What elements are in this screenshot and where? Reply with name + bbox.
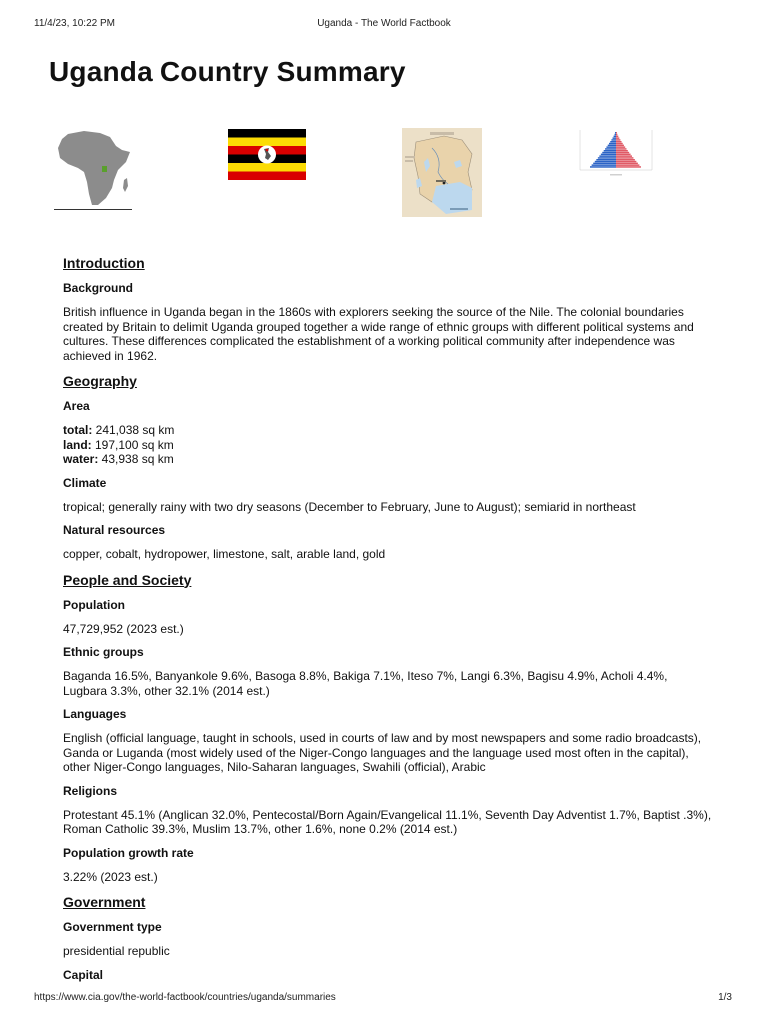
summary-content bbox=[63, 254, 713, 992]
uganda-flag-image bbox=[228, 129, 306, 180]
heading-people-and-society[interactable]: People and Society bbox=[63, 571, 192, 588]
pyramid-male-bar bbox=[592, 164, 616, 166]
locator-map-thumbnail[interactable] bbox=[54, 128, 132, 210]
pyramid-female-bar bbox=[616, 150, 628, 152]
area-land-label: land: bbox=[63, 437, 92, 452]
area-water-value: 43,938 sq km bbox=[98, 452, 174, 466]
pyramid-male-bar bbox=[610, 141, 616, 143]
pyramid-female-bar bbox=[616, 152, 629, 154]
pyramid-female-bar bbox=[616, 136, 618, 138]
pyramid-male-bar bbox=[598, 157, 616, 159]
pyramid-male-bar bbox=[602, 152, 616, 154]
text-population-growth-rate: 3.22% (2023 est.) bbox=[63, 869, 158, 884]
pyramid-female-bar bbox=[616, 145, 624, 147]
area-total-label: total: bbox=[63, 423, 93, 437]
pyramid-male-bar bbox=[596, 159, 616, 161]
pyramid-female-bar bbox=[616, 166, 641, 168]
area-total-value: 241,038 sq km bbox=[92, 423, 175, 437]
pyramid-female-bar bbox=[616, 161, 636, 163]
text-population: 47,729,952 (2023 est.) bbox=[63, 621, 184, 636]
label-area: Area bbox=[63, 399, 90, 413]
pyramid-male-bar bbox=[595, 161, 616, 163]
label-ethnic-groups: Ethnic groups bbox=[63, 645, 144, 659]
pyramid-male-bar bbox=[606, 146, 616, 148]
pyramid-male-bar bbox=[599, 155, 616, 157]
area-land-value: 197,100 sq km bbox=[91, 437, 174, 452]
pyramid-female-bar bbox=[616, 141, 622, 143]
pyramid-female-bar bbox=[616, 164, 639, 166]
print-date: 11/4/23, 10:22 PM bbox=[34, 18, 115, 29]
text-government-type: presidential republic bbox=[63, 944, 170, 958]
pyramid-female-bar bbox=[616, 159, 635, 161]
area-water-label: water: bbox=[63, 452, 99, 466]
label-natural-resources: Natural resources bbox=[63, 523, 166, 537]
country-map-thumbnail[interactable] bbox=[402, 128, 482, 217]
print-footer bbox=[34, 992, 734, 1006]
population-pyramid-image bbox=[576, 128, 656, 178]
label-government-type: Government type bbox=[63, 920, 162, 934]
label-capital: Capital bbox=[63, 967, 104, 982]
label-climate: Climate bbox=[63, 475, 107, 490]
label-languages: Languages bbox=[63, 707, 127, 721]
pyramid-male-bar bbox=[590, 166, 616, 168]
pyramid-male-bar bbox=[609, 143, 616, 145]
population-pyramid-thumbnail[interactable] bbox=[576, 128, 656, 178]
pyramid-female-bar bbox=[616, 163, 638, 165]
pyramid-male-bar bbox=[613, 137, 616, 139]
heading-government[interactable]: Government bbox=[63, 894, 146, 910]
pyramid-female-bar bbox=[616, 139, 620, 141]
pyramid-female-bar bbox=[616, 143, 623, 145]
pyramid-male-bar bbox=[614, 136, 616, 138]
pyramid-male-bar bbox=[604, 150, 616, 152]
page-title-country: Uganda bbox=[49, 56, 153, 87]
label-population: Population bbox=[63, 597, 125, 612]
pyramid-male-bar bbox=[605, 148, 616, 150]
pyramid-female-bar bbox=[616, 137, 619, 139]
pyramid-female-bar bbox=[616, 148, 626, 150]
pyramid-female-bar bbox=[616, 134, 617, 136]
pyramid-female-bar bbox=[616, 146, 625, 148]
print-page-number: 1/3 bbox=[718, 992, 732, 1003]
flag-thumbnail[interactable] bbox=[228, 129, 306, 180]
pyramid-female-bar bbox=[616, 154, 631, 156]
text-religions: Protestant 45.1% (Anglican 32.0%, Pentecostal/Born Again/Evangelical 11.1%, Seventh Day Adventist 1.7%, Baptist .3%), Roman Catholic 39.3%, Muslim 13.7%, other 1.6%, none 0.2% (2014 est.) bbox=[63, 807, 712, 836]
pyramid-female-bar bbox=[616, 157, 633, 159]
page-title bbox=[49, 56, 406, 88]
text-area bbox=[63, 423, 713, 467]
heading-geography[interactable]: Geography bbox=[63, 373, 137, 389]
label-religions: Religions bbox=[63, 783, 118, 798]
uganda-map-image bbox=[402, 128, 482, 217]
page-title-suffix: Country Summary bbox=[159, 56, 406, 87]
print-header bbox=[34, 18, 734, 32]
heading-introduction[interactable]: Introduction bbox=[63, 255, 145, 271]
print-title: Uganda - The World Factbook bbox=[317, 18, 451, 29]
pyramid-female-bar bbox=[616, 155, 632, 157]
pyramid-female-bar bbox=[616, 132, 617, 134]
print-url[interactable]: https://www.cia.gov/the-world-factbook/countries/uganda/summaries bbox=[34, 992, 336, 1003]
text-climate: tropical; generally rainy with two dry seasons (December to February, June to August); semiarid in northeast bbox=[63, 499, 636, 514]
pyramid-male-bar bbox=[593, 163, 616, 165]
pyramid-male-bar bbox=[615, 134, 616, 136]
pyramid-male-bar bbox=[601, 154, 616, 156]
text-languages: English (official language, taught in schools, used in courts of law and by most newspapers and some radio broadcasts), Ganda or Luganda (most widely used of the Niger-Congo languages and the language used most often in the capital), other Niger-Congo languages, Nilo-Saharan languages, Swahili (official), Arabic bbox=[63, 731, 702, 774]
locator-underline bbox=[54, 209, 132, 210]
pyramid-male-bar bbox=[611, 139, 616, 141]
text-natural-resources: copper, cobalt, hydropower, limestone, salt, arable land, gold bbox=[63, 547, 386, 561]
text-ethnic-groups: Baganda 16.5%, Banyankole 9.6%, Basoga 8.8%, Bakiga 7.1%, Iteso 7%, Langi 6.3%, Bagisu 4.9%, Acholi 4.4%, Lugbara 3.3%, other 32.1% (2014 est.) bbox=[63, 669, 668, 698]
africa-locator-image bbox=[54, 128, 132, 208]
pyramid-male-bar bbox=[608, 145, 616, 147]
text-background: British influence in Uganda began in the 1860s with explorers seeking the source of the Nile. The colonial boundaries created by Britain to delimit Uganda grouped together a wide range of ethnic groups with different political systems and cultures. These differences complicated the establishment of a working political community after independence was achieved in 1962. bbox=[63, 305, 694, 363]
pyramid-male-bar bbox=[615, 132, 616, 134]
label-population-growth-rate: Population growth rate bbox=[63, 845, 194, 860]
label-background: Background bbox=[63, 281, 134, 295]
pyramid-bars bbox=[590, 132, 641, 168]
